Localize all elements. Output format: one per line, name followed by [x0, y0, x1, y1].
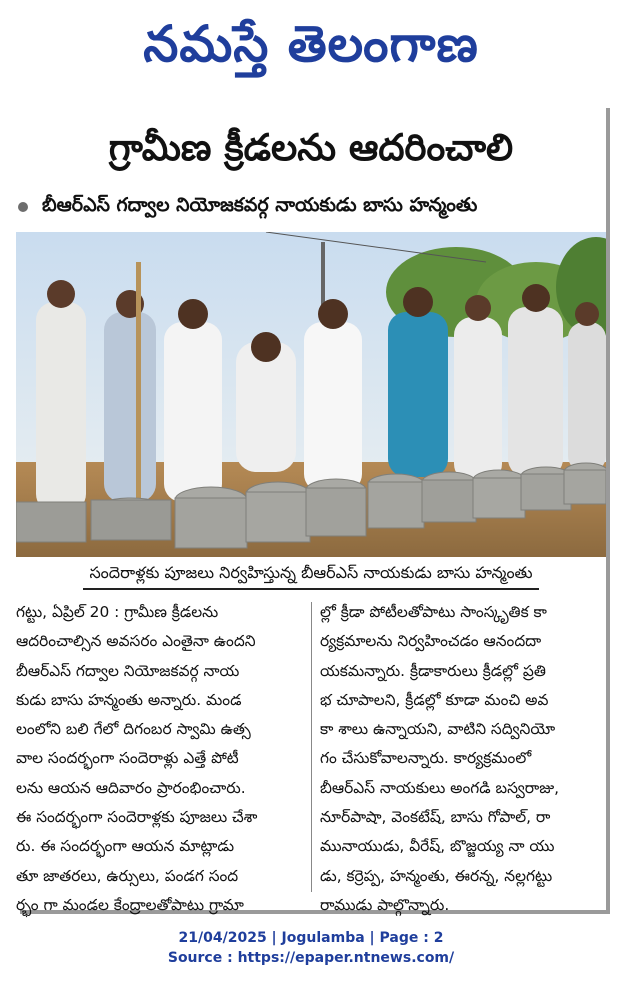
- footer-date-edition: 21/04/2025 | Jogulamba | Page : 2: [178, 930, 444, 946]
- body-line: కా శాలు ఉన్నాయని, వాటిని సద్వినియో: [320, 720, 556, 739]
- bullet-icon: [18, 202, 28, 212]
- body-line: గం చేసుకోవాలన్నారు. కార్యక్రమంలో: [320, 749, 532, 768]
- photo-caption: సందెరాళ్లకు పూజలు నిర్వహిస్తున్న బీఆర్ఎస్ నాయకుడు బాసు హన్మంతు: [83, 563, 538, 590]
- article-photo: [16, 232, 606, 557]
- body-line: భ చూపాలని, క్రీడల్లో కూడా మంచి అవ: [320, 690, 549, 709]
- body-line: నూర్‌పాషా, వెంకటేష్, బాసు గోపాల్, రా: [320, 808, 551, 827]
- body-line: మునాయుడు, వీరేష్, బొజ్జయ్య నా యు: [320, 837, 555, 856]
- body-line: బీఆర్ఎస్ గద్వాల నియోజకవర్గ నాయ: [16, 661, 240, 680]
- photo-caption-wrap: [16, 559, 606, 593]
- body-line: బీఆర్ఎస్ నాయకులు అంగడి బస్వరాజు,: [320, 778, 559, 797]
- page-footer: [0, 928, 622, 968]
- footer-source-link[interactable]: Source : https://epaper.ntnews.com/: [167, 950, 455, 966]
- newspaper-masthead: నమస్తే తెలంగాణ: [143, 15, 479, 73]
- body-line: రు. ఈ సందర్భంగా ఆయన మాట్లాడు: [16, 837, 235, 856]
- body-line: ర్భం గా మండల కేంద్రాలతోపాటు గ్రామా: [16, 895, 244, 914]
- body-line: ర్యక్రమాలను నిర్వహించడం ఆనందదా: [320, 632, 542, 651]
- body-line: రాముడు పాల్గొన్నారు.: [320, 895, 450, 914]
- body-line: గట్టు, ఏప్రిల్ 20 : గ్రామీణ క్రీడలను: [16, 603, 219, 621]
- body-line: వాల సందర్భంగా సందెరాళ్లు ఎత్తే పోటీ: [16, 749, 239, 768]
- body-line: ఈ సందర్భంగా సందెరాళ్లకు పూజలు చేశా: [16, 808, 258, 827]
- body-line: లను ఆయన ఆదివారం ప్రారంభించారు.: [16, 778, 246, 797]
- article-subhead: [16, 194, 606, 220]
- article-body: [16, 598, 606, 914]
- subhead-text: బీఆర్ఎస్ గద్వాల నియోజకవర్గ నాయకుడు బాసు హన్మంతు: [42, 193, 478, 216]
- body-line: తూ జాతరలు, ఉర్సులు, పండగ సంద: [16, 866, 239, 885]
- article-clipping: [16, 104, 606, 914]
- body-line: లంలోని బలి గేలో దిగంబర స్వామి ఉత్స: [16, 720, 251, 739]
- body-line: యకమన్నారు. క్రీడాకారులు క్రీడల్లో ప్రతి: [320, 661, 546, 680]
- article-headline: గ్రామీణ క్రీడలను ఆదరించాలి: [108, 126, 514, 169]
- body-line: ల్లో క్రీడా పోటీలతోపాటు సాంస్కృతిక కా: [320, 603, 547, 621]
- body-line: డు, కర్రెప్ప, హన్మంతు, ఈరన్న, నల్లగట్టు: [320, 866, 553, 885]
- body-column-right: [320, 598, 606, 914]
- body-line: కుడు బాసు హన్మంతు అన్నారు. మండ: [16, 690, 242, 709]
- column-divider: [311, 602, 312, 892]
- body-line: ఆదరించాల్సిన అవసరం ఎంతైనా ఉందని: [16, 632, 256, 651]
- body-column-left: [16, 598, 302, 914]
